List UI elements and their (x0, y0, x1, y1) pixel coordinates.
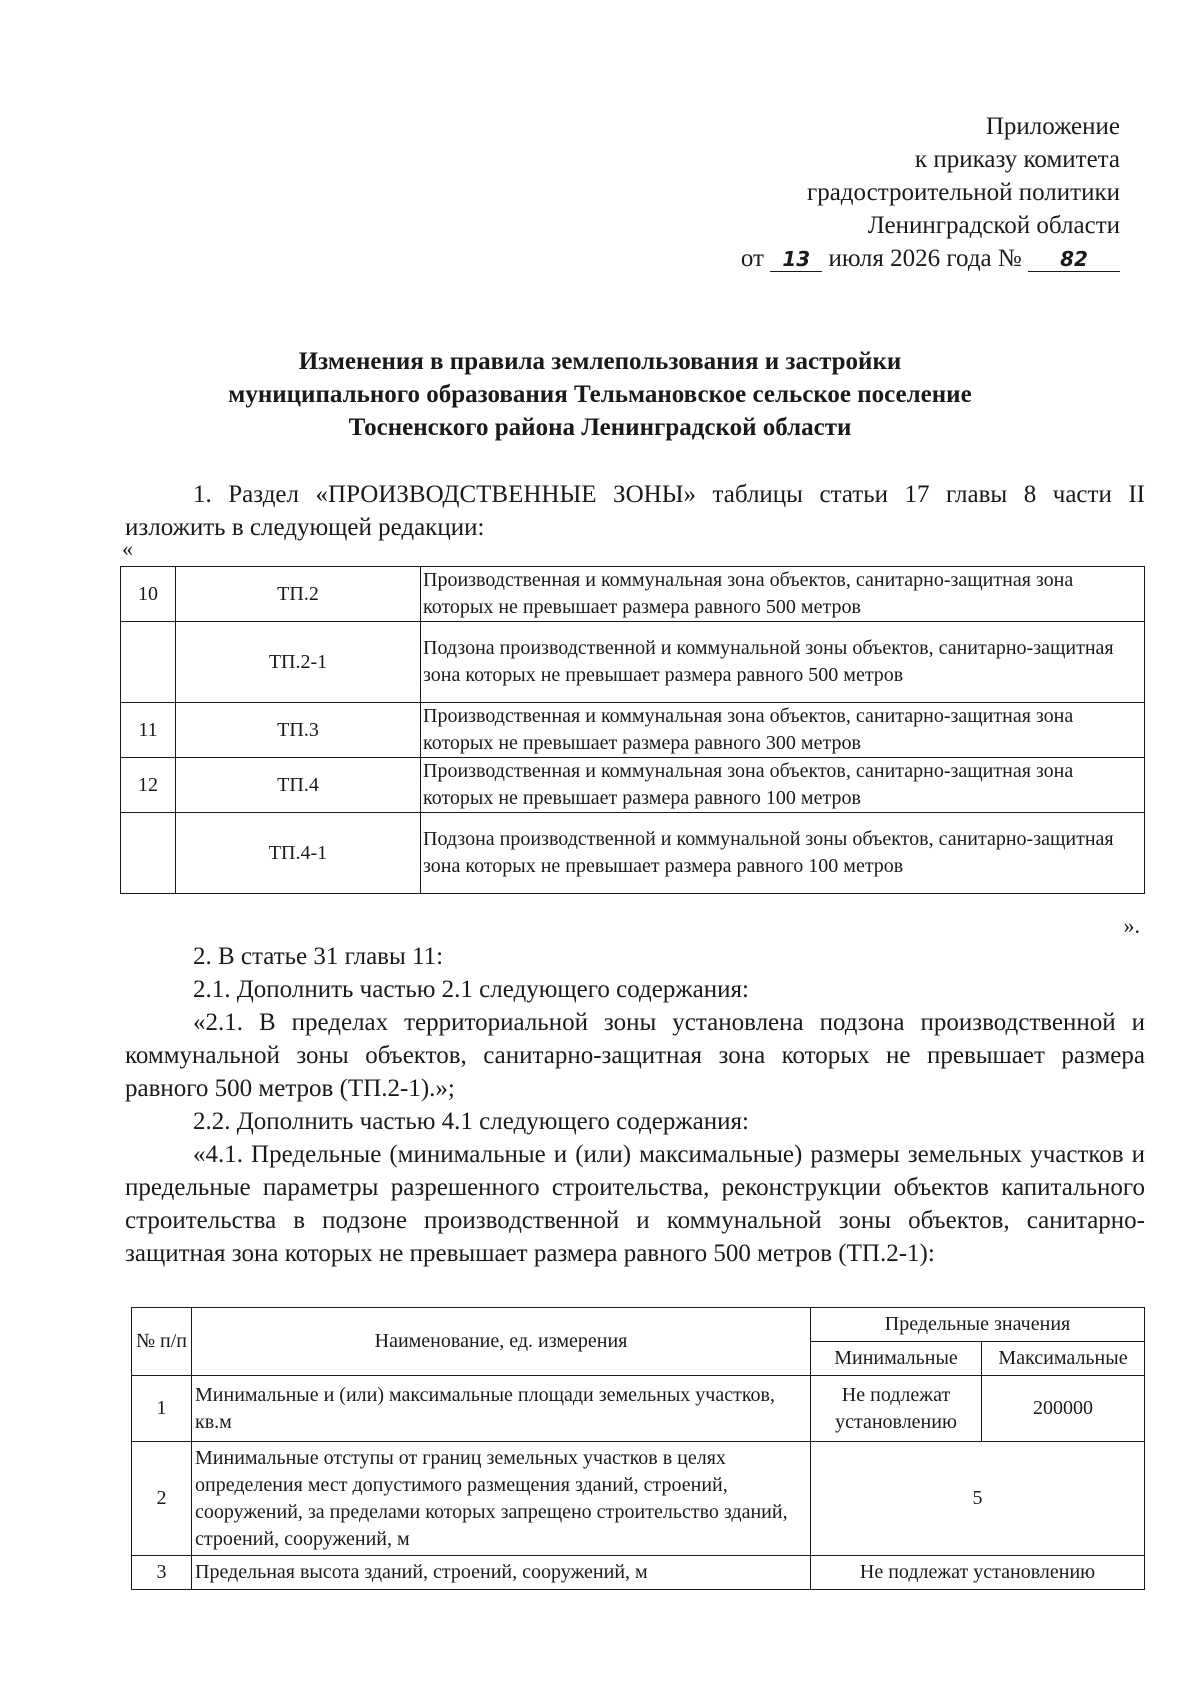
zone-code: ТП.2 (176, 567, 421, 622)
row-min-value: Не подлежат установлению (811, 1376, 982, 1442)
header-limits: Предельные значения (811, 1308, 1145, 1342)
zone-number (121, 813, 176, 894)
quote-open: « (122, 536, 133, 561)
table-row (132, 1376, 1145, 1442)
zones-row (121, 813, 1145, 894)
quote-close: ». (1123, 913, 1140, 938)
item-1-paragraph: 1. Раздел «ПРОИЗВОДСТВЕННЫЕ ЗОНЫ» таблицы статьи 17 главы 8 части II изложить в следующей редакции: (125, 481, 1145, 541)
item-2-1-paragraph: 2.1. Дополнить частью 2.1 следующего содержания: (193, 976, 749, 1003)
zones-row (121, 758, 1145, 813)
date-day: 13 (782, 247, 811, 271)
row-value: 5 (811, 1442, 1145, 1556)
zone-description: Производственная и коммунальная зона объектов, санитарно-защитная зона которых не превышает размера равного 300 метров (421, 703, 1145, 758)
zones-row (121, 703, 1145, 758)
zone-code: ТП.2-1 (176, 622, 421, 703)
row-name: Минимальные отступы от границ земельных участков в целях определения мест допустимого размещения зданий, строений, сооружений, за пределами которых запрещено строительство зданий, строений, сооружений, м (192, 1442, 811, 1556)
appendix-header (741, 110, 1120, 275)
zones-row (121, 622, 1145, 703)
zone-code: ТП.3 (176, 703, 421, 758)
appendix-line-2: к приказу комитета (914, 146, 1120, 173)
title-line-3: Тосненского района Ленинградской области (348, 414, 852, 441)
title-line-2: муниципального образования Тельмановское сельское поселение (228, 381, 972, 408)
order-number-field (1028, 247, 1120, 272)
item-2-1-text: «2.1. В пределах территориальной зоны установлена подзона производственной и коммунальной зоны объектов, санитарно-защитная зона которых не превышает размера равного 500 метров (ТП.2-1).»; (125, 1009, 1145, 1102)
date-month-year: июля 2026 года № (828, 245, 1022, 272)
zone-description: Производственная и коммунальная зона объектов, санитарно-защитная зона которых не превышает размера равного 500 метров (421, 567, 1145, 622)
row-number: 2 (132, 1442, 192, 1556)
row-number: 3 (132, 1556, 192, 1590)
item-2-paragraph: 2. В статье 31 главы 11: (193, 943, 444, 970)
date-prefix: от (740, 245, 764, 272)
row-name: Предельная высота зданий, строений, сооружений, м (192, 1556, 811, 1590)
table-row (132, 1442, 1145, 1556)
zone-number (121, 622, 176, 703)
row-number: 1 (132, 1376, 192, 1442)
zones-table (120, 566, 1145, 894)
parameters-table (131, 1307, 1145, 1590)
zone-number: 11 (121, 703, 176, 758)
zone-code: ТП.4 (176, 758, 421, 813)
header-name: Наименование, ед. измерения (192, 1308, 811, 1376)
date-day-field (770, 247, 822, 272)
header-max: Максимальные (982, 1342, 1145, 1376)
item-2-2-paragraph: 2.2. Дополнить частью 4.1 следующего содержания: (193, 1108, 749, 1135)
zone-description: Производственная и коммунальная зона объектов, санитарно-защитная зона которых не превышает размера равного 100 метров (421, 758, 1145, 813)
item-2-2-text: «4.1. Предельные (минимальные и (или) максимальные) размеры земельных участков и предельные параметры разрешенного строительства, реконструкции объектов капитального строительства в подзоне производственной и коммунальной зоны объектов, санитарно-защитная зона которых не превышает размера равного 500 метров (ТП.2-1): (125, 1141, 1145, 1267)
zone-number: 10 (121, 567, 176, 622)
table-row (132, 1556, 1145, 1590)
header-min: Минимальные (811, 1342, 982, 1376)
zone-number: 12 (121, 758, 176, 813)
appendix-line-1: Приложение (985, 113, 1120, 140)
order-number: 82 (1060, 247, 1088, 271)
zone-code: ТП.4-1 (176, 813, 421, 894)
appendix-line-3: градостроительной политики (806, 179, 1120, 206)
row-value: Не подлежат установлению (811, 1556, 1145, 1590)
header-number: № п/п (132, 1308, 192, 1376)
appendix-date-line (741, 242, 1120, 275)
zone-description: Подзона производственной и коммунальной зоны объектов, санитарно-защитная зона которых не превышает размера равного 100 метров (421, 813, 1145, 894)
appendix-line-4: Ленинградской области (867, 212, 1120, 239)
title-line-1: Изменения в правила землепользования и застройки (298, 348, 902, 375)
zones-row (121, 567, 1145, 622)
row-name: Минимальные и (или) максимальные площади земельных участков, кв.м (192, 1376, 811, 1442)
document-title (0, 345, 1200, 444)
zone-description: Подзона производственной и коммунальной зоны объектов, санитарно-защитная зона которых не превышает размера равного 500 метров (421, 622, 1145, 703)
params-header-row (132, 1308, 1145, 1342)
row-max-value: 200000 (982, 1376, 1145, 1442)
